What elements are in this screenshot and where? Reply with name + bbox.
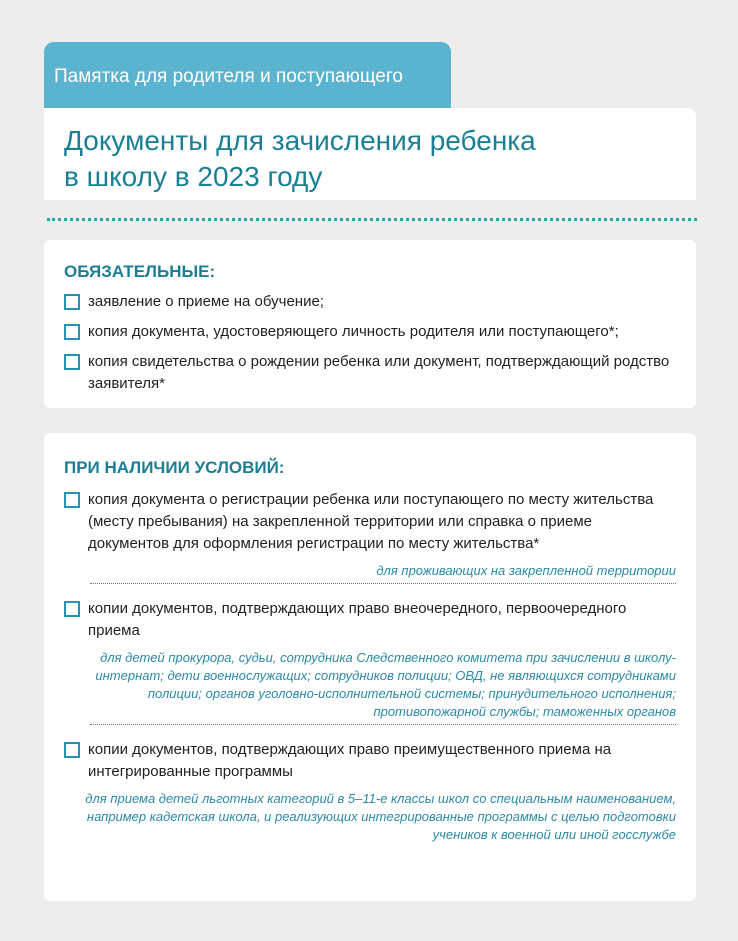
mandatory-item (64, 321, 676, 343)
conditional-item-text: копия документа о регистрации ребенка или поступающего по месту жительства (месту пребывания) на закрепленной территории или справка о приеме документов для оформления регистрации по месту жительства* (88, 491, 654, 552)
page-title-line-1: Документы для зачисления ребенка (64, 125, 536, 156)
dotted-divider (47, 218, 697, 221)
dotted-separator (90, 583, 676, 584)
mandatory-item (64, 351, 676, 395)
checkbox[interactable] (64, 294, 80, 310)
mandatory-item-text: заявление о приеме на обучение; (88, 293, 324, 310)
dotted-separator (90, 724, 676, 725)
mandatory-section (44, 240, 696, 408)
conditional-item-note: для проживающих на закрепленной территории (376, 563, 676, 578)
checkbox[interactable] (64, 742, 80, 758)
mandatory-item-text: копия свидетельства о рождении ребенка или документ, подтверждающий родство заявителя* (88, 353, 670, 392)
conditional-item (64, 489, 676, 555)
conditional-item-text: копии документов, подтверждающих право преимущественного приема на интегрированные программы (88, 741, 612, 780)
mandatory-title: ОБЯЗАТЕЛЬНЫЕ: (64, 262, 216, 281)
conditional-item (64, 598, 676, 642)
page-title-line-2: в школу в 2023 году (64, 161, 323, 192)
checkbox[interactable] (64, 492, 80, 508)
title-card (44, 108, 696, 200)
header-tab (44, 42, 451, 108)
conditional-item-note: для приема детей льготных категорий в 5–11-е классы школ со специальным наименованием, например кадетская школа, и реализующих интегрированные программы с целью подготовки учеников к военной или иной госслужбе (85, 791, 676, 842)
checkbox[interactable] (64, 354, 80, 370)
conditional-section (44, 433, 696, 901)
checkbox[interactable] (64, 324, 80, 340)
mandatory-item (64, 291, 676, 313)
checkbox[interactable] (64, 601, 80, 617)
conditional-item-note: для детей прокурора, судьи, сотрудника Следственного комитета при зачислении в школу-интернат; дети военнослужащих; сотрудников полиции; ОВД, не являющихся сотрудниками полиции; органов уголовно-исполнительной системы; принудительного исполнения; противопожарной службы; таможенных органов (95, 650, 676, 719)
header-tab-label: Памятка для родителя и поступающего (54, 66, 403, 87)
conditional-item-text: копии документов, подтверждающих право внеочередного, первоочередного приема (88, 600, 627, 639)
conditional-title: ПРИ НАЛИЧИИ УСЛОВИЙ: (64, 458, 285, 477)
conditional-item (64, 739, 676, 783)
mandatory-item-text: копия документа, удостоверяющего личность родителя или поступающего*; (88, 323, 619, 340)
page-title (64, 123, 696, 195)
